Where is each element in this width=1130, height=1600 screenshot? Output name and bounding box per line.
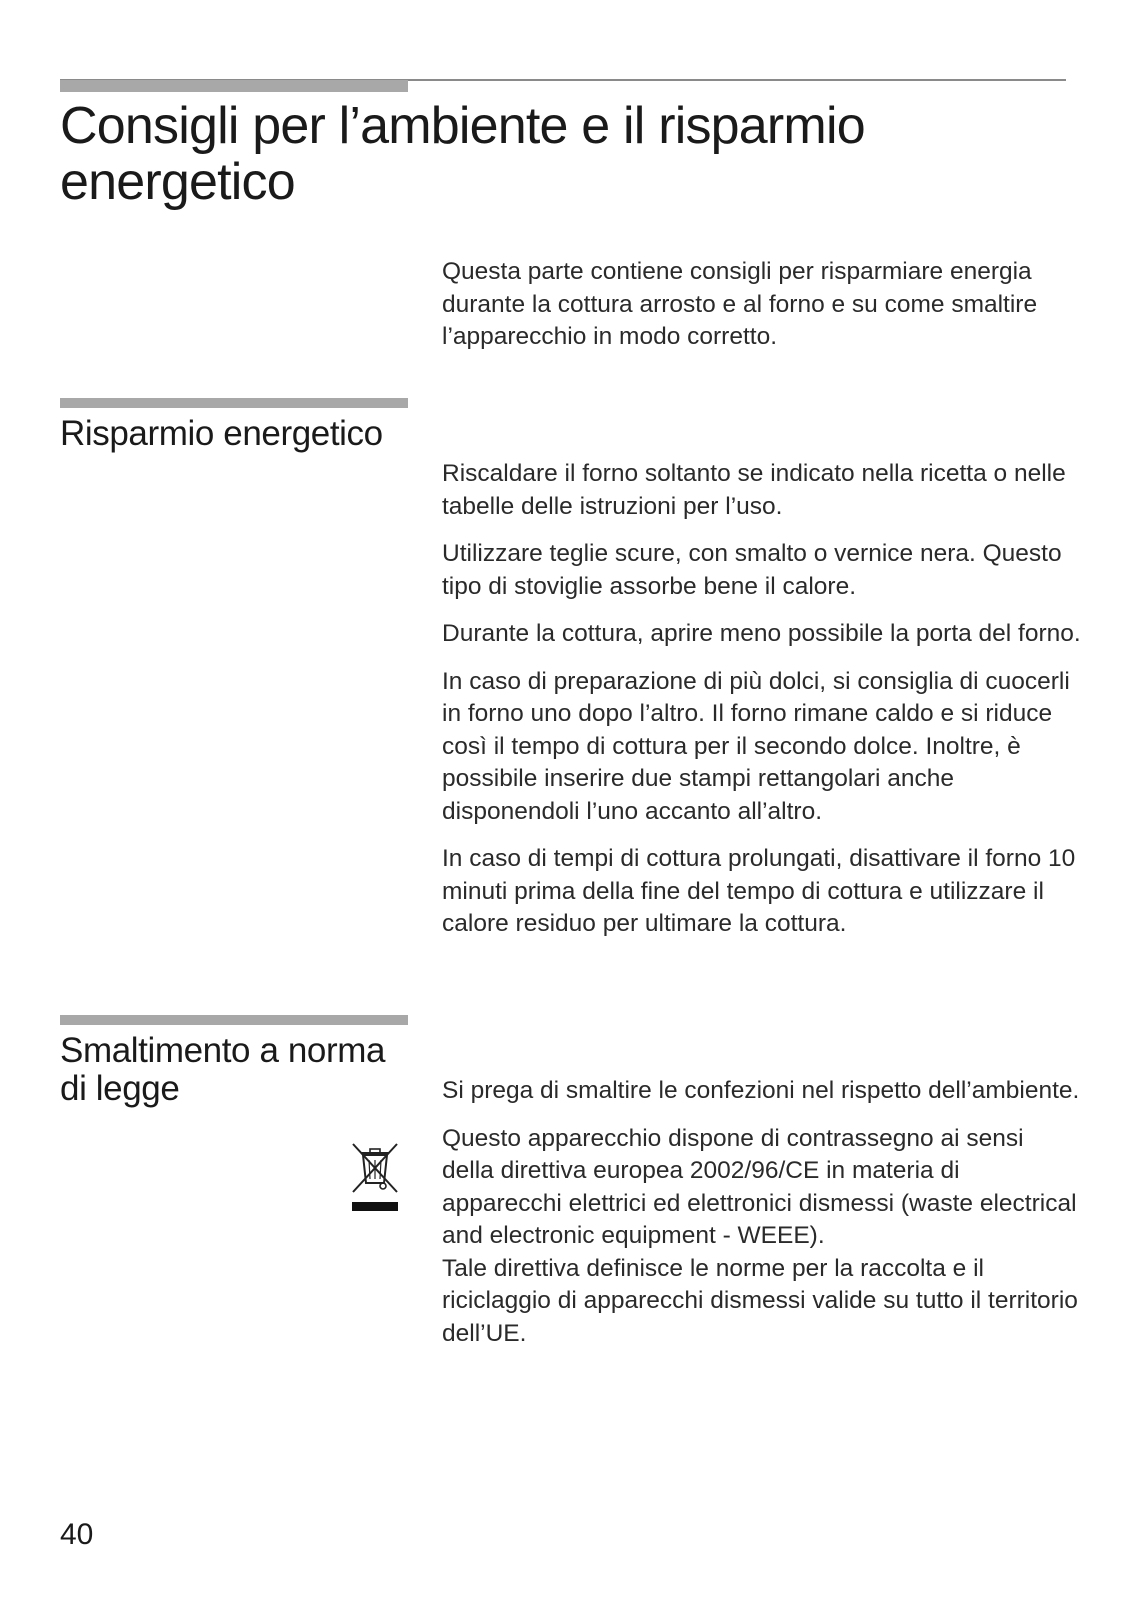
energy-paragraph: Riscaldare il forno soltanto se indicato nella ricetta o nelle tabelle delle istruzioni per l’uso.	[442, 460, 1066, 520]
page-title: Consigli per l’ambiente e il risparmio energetico	[60, 97, 865, 211]
section-heading-energy: Risparmio energetico	[60, 414, 383, 453]
section-body-energy	[442, 458, 1082, 956]
energy-paragraph: In caso di preparazione di più dolci, si consiglia di cuocerli in forno uno dopo l’altro. Il forno rimane caldo e si riduce così il tempo di cottura per il secondo dolce. Inoltre, è possibile inserire due stampi rettangolari anche disponendoli l’uno accanto all’altro.	[442, 667, 1070, 825]
energy-paragraph: Utilizzare teglie scure, con smalto o vernice nera. Questo tipo di stoviglie assorbe bene il calore.	[442, 540, 1062, 600]
section-rule-energy	[60, 398, 408, 408]
intro-paragraph: Questa parte contiene consigli per risparmiare energia durante la cottura arrosto e al forno e su come smaltire l’apparecchio in modo corretto.	[442, 258, 1038, 350]
section-body-disposal	[442, 1075, 1082, 1365]
energy-paragraph: In caso di tempi di cottura prolungati, disattivare il forno 10 minuti prima della fine del tempo di cottura e utilizzare il calore residuo per ultimare la cottura.	[442, 845, 1076, 937]
disposal-paragraph: Tale direttiva definisce le norme per la raccolta e il riciclaggio di apparecchi dismessi valide su tutto il territorio dell’UE.	[442, 1254, 1078, 1347]
top-rule-accent	[60, 80, 408, 92]
energy-paragraph: Durante la cottura, aprire meno possibile la porta del forno.	[442, 620, 1081, 647]
section-heading-disposal: Smaltimento a norma di legge	[60, 1031, 386, 1108]
page-number: 40	[60, 1518, 94, 1551]
weee-bin-icon	[350, 1142, 400, 1214]
section-rule-disposal	[60, 1015, 408, 1025]
disposal-paragraph: Questo apparecchio dispone di contrassegno ai sensi della direttiva europea 2002/96/CE in materia di apparecchi elettrici ed elettronici dismessi (waste electrical and electronic equipment - WEEE).	[442, 1124, 1077, 1249]
disposal-paragraph: Si prega di smaltire le confezioni nel rispetto dell’ambiente.	[442, 1077, 1080, 1104]
